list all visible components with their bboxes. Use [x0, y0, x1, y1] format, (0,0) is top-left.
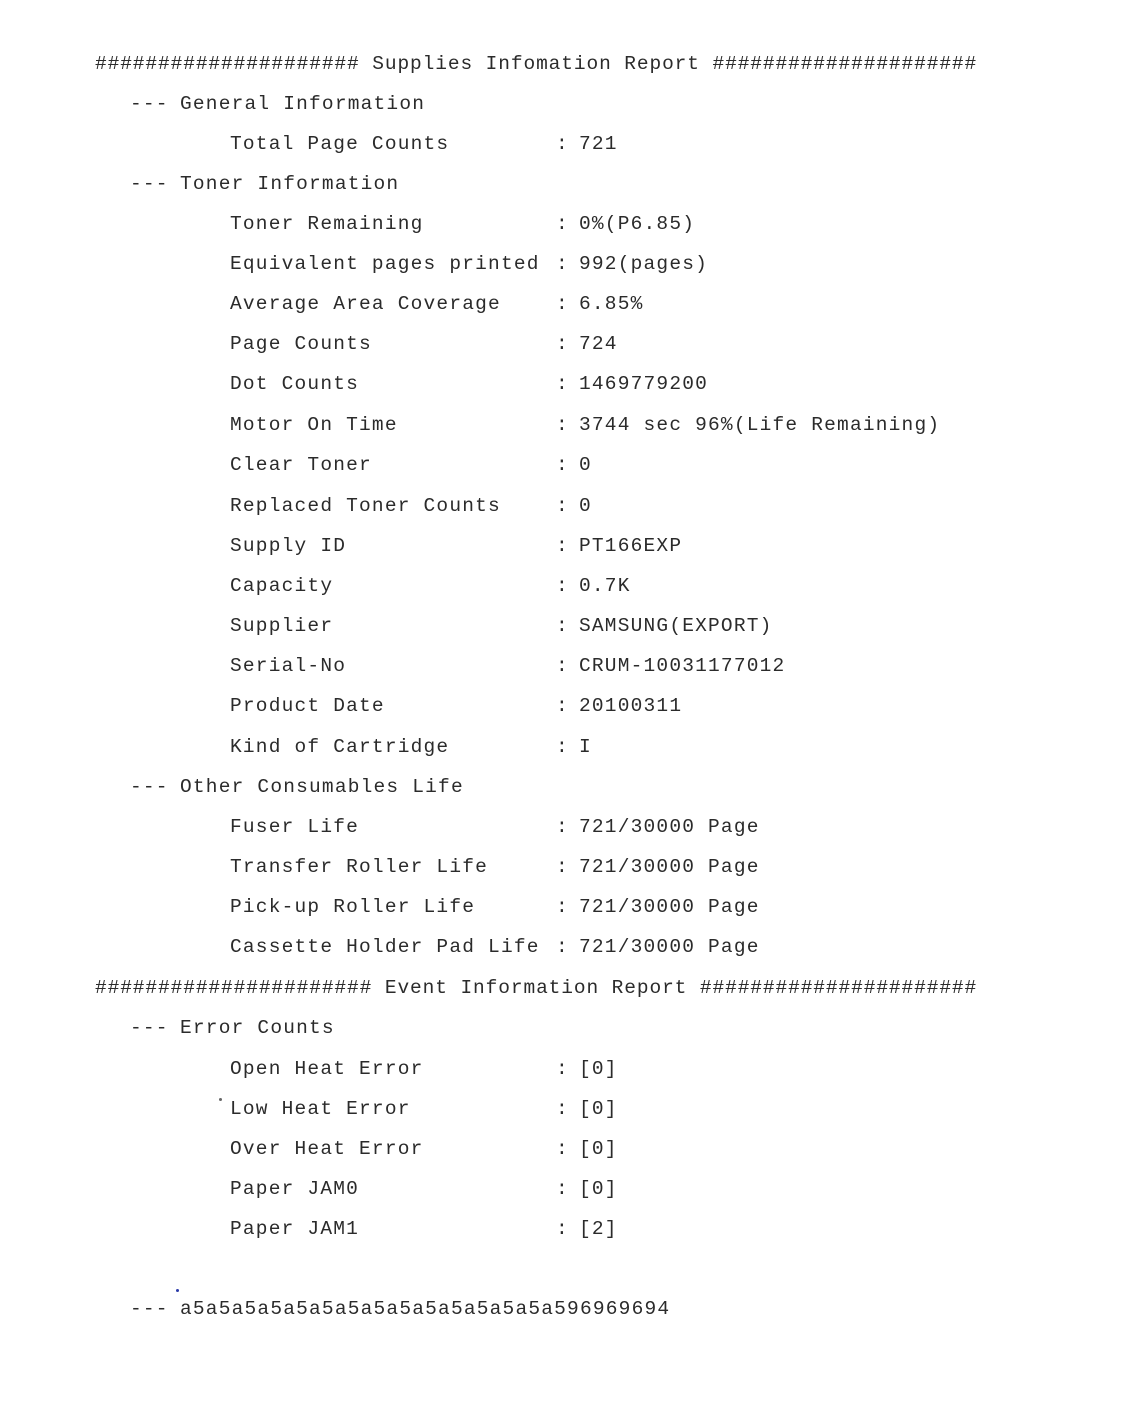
row-value: 721/30000 Page — [579, 856, 760, 878]
row-value: 721 — [579, 133, 618, 155]
footer-code: a5a5a5a5a5a5a5a5a5a5a5a5a5a5a596969694 — [180, 1298, 671, 1320]
row-label: Fuser Life — [230, 816, 360, 838]
row-colon: : — [556, 373, 569, 395]
row-label: Over Heat Error — [230, 1138, 424, 1160]
section-title: Other Consumables Life — [180, 776, 464, 798]
row-colon: : — [556, 736, 569, 758]
section-dash: --- — [130, 173, 169, 195]
row-label: Motor On Time — [230, 414, 398, 436]
row-value: 3744 sec 96%(Life Remaining) — [579, 414, 941, 436]
row-colon: : — [556, 1138, 569, 1160]
row-colon: : — [556, 253, 569, 275]
row-colon: : — [556, 856, 569, 878]
row-colon: : — [556, 414, 569, 436]
row-value: SAMSUNG(EXPORT) — [579, 615, 773, 637]
row-value: 0 — [579, 495, 592, 517]
row-label: Paper JAM1 — [230, 1218, 360, 1240]
section-dash: --- — [130, 1017, 169, 1039]
section-title: General Information — [180, 93, 426, 115]
row-label: Clear Toner — [230, 454, 372, 476]
row-colon: : — [556, 1098, 569, 1120]
section-dash: --- — [130, 776, 169, 798]
row-value: [0] — [579, 1058, 618, 1080]
row-label: Supplier — [230, 615, 334, 637]
footer-code-line — [130, 1297, 670, 1321]
section-title: Toner Information — [180, 173, 400, 195]
row-value: 0%(P6.85) — [579, 213, 696, 235]
section-header-toner-information — [130, 172, 399, 196]
row-colon: : — [556, 816, 569, 838]
row-label: Supply ID — [230, 535, 347, 557]
row-colon: : — [556, 133, 569, 155]
row-value: 0.7K — [579, 575, 631, 597]
row-value: 721/30000 Page — [579, 816, 760, 838]
row-label: Transfer Roller Life — [230, 856, 489, 878]
row-label: Cassette Holder Pad Life — [230, 936, 540, 958]
row-colon: : — [556, 936, 569, 958]
row-colon: : — [556, 1178, 569, 1200]
event-report-banner: ###################### Event Information Report ###################### — [95, 977, 978, 999]
row-colon: : — [556, 896, 569, 918]
row-value: 721/30000 Page — [579, 936, 760, 958]
row-colon: : — [556, 333, 569, 355]
row-value: I — [579, 736, 592, 758]
row-label: Pick-up Roller Life — [230, 896, 476, 918]
supplies-report-banner: ##################### Supplies Infomation Report ##################### — [95, 53, 978, 75]
row-label: Toner Remaining — [230, 213, 424, 235]
row-colon: : — [556, 1058, 569, 1080]
row-value: CRUM-10031177012 — [579, 655, 786, 677]
row-label: Equivalent pages printed — [230, 253, 540, 275]
row-value: 20100311 — [579, 695, 683, 717]
row-colon: : — [556, 1218, 569, 1240]
row-label: Kind of Cartridge — [230, 736, 450, 758]
row-value: [2] — [579, 1218, 618, 1240]
section-title: Error Counts — [180, 1017, 335, 1039]
row-label: Total Page Counts — [230, 133, 450, 155]
row-colon: : — [556, 454, 569, 476]
ink-speck — [219, 1098, 222, 1101]
row-label: Paper JAM0 — [230, 1178, 360, 1200]
row-value: 1469779200 — [579, 373, 709, 395]
row-colon: : — [556, 495, 569, 517]
row-label: Dot Counts — [230, 373, 360, 395]
section-header-error-counts — [130, 1016, 335, 1040]
row-label: Average Area Coverage — [230, 293, 501, 315]
row-label: Capacity — [230, 575, 334, 597]
section-dash: --- — [130, 93, 169, 115]
row-value: 721/30000 Page — [579, 896, 760, 918]
row-colon: : — [556, 695, 569, 717]
row-value: 992(pages) — [579, 253, 709, 275]
row-label: Replaced Toner Counts — [230, 495, 501, 517]
row-colon: : — [556, 293, 569, 315]
row-value: [0] — [579, 1098, 618, 1120]
row-value: 724 — [579, 333, 618, 355]
row-colon: : — [556, 535, 569, 557]
section-header-general-information — [130, 92, 425, 116]
row-colon: : — [556, 655, 569, 677]
row-label: Page Counts — [230, 333, 372, 355]
row-value: 0 — [579, 454, 592, 476]
row-colon: : — [556, 615, 569, 637]
row-value: [0] — [579, 1138, 618, 1160]
section-header-other-consumables-life — [130, 775, 464, 799]
row-value: 6.85% — [579, 293, 644, 315]
row-label: Product Date — [230, 695, 385, 717]
row-colon: : — [556, 575, 569, 597]
row-value: PT166EXP — [579, 535, 683, 557]
row-colon: : — [556, 213, 569, 235]
row-value: [0] — [579, 1178, 618, 1200]
section-dash: --- — [130, 1298, 169, 1320]
ink-speck — [176, 1289, 179, 1292]
row-label: Open Heat Error — [230, 1058, 424, 1080]
row-label: Low Heat Error — [230, 1098, 411, 1120]
row-label: Serial-No — [230, 655, 347, 677]
